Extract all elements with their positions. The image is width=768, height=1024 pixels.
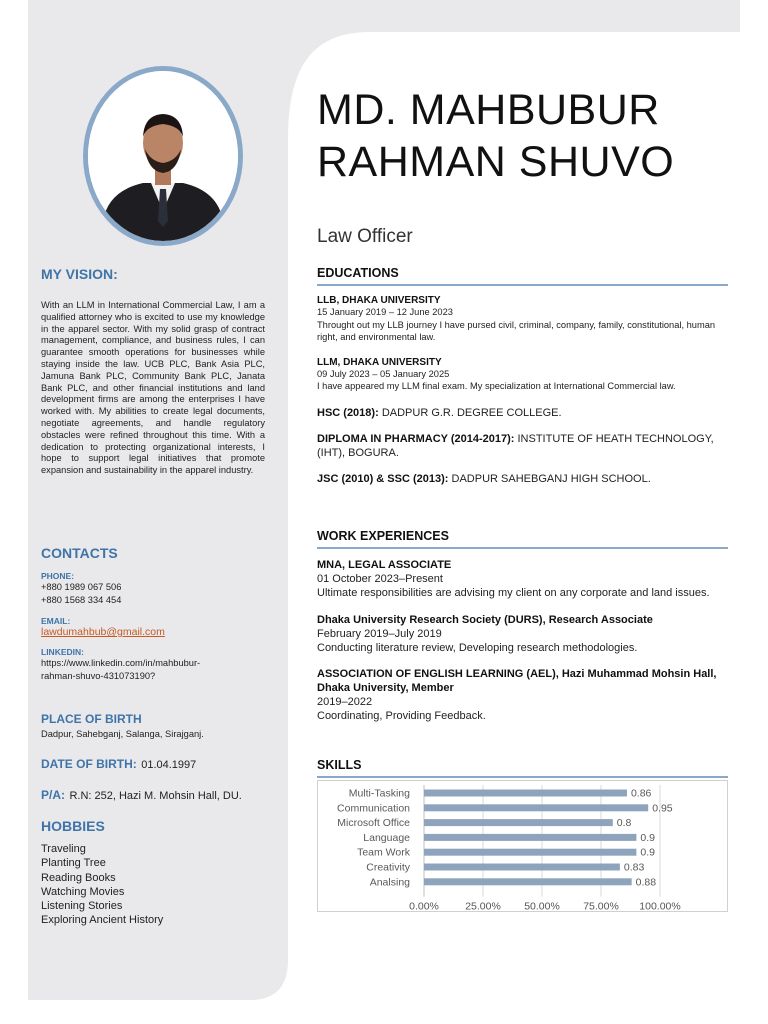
llm-desc: I have appeared my LLM final exam. My specialization at International Commercial law. [317, 381, 676, 391]
diploma-value: INSTITUTE OF HEATH TECHNOLOGY, (IHT), BOGURA. [317, 432, 714, 459]
work-title: WORK EXPERIENCES [317, 529, 728, 549]
skills-chart [318, 781, 727, 911]
education-jsc-ssc [317, 472, 728, 486]
work-item [317, 558, 728, 601]
birth-place-section [41, 712, 265, 741]
contacts-title: CONTACTS [41, 545, 118, 561]
vision-title: MY VISION: [41, 266, 118, 282]
diploma-label: DIPLOMA IN PHARMACY (2014-2017): [317, 432, 515, 445]
skills-section [317, 758, 728, 778]
work-date: 2019–2022 [317, 696, 373, 709]
category-label: Microsoft Office [337, 817, 410, 830]
jsc-value: DADPUR SAHEBGANJ HIGH SCHOOL. [451, 472, 651, 485]
skill-bar [424, 819, 613, 826]
value-label: 0.9 [640, 831, 656, 844]
skills-title: SKILLS [317, 758, 728, 778]
dob-row [41, 755, 265, 773]
name-line-1: MD. MAHBUBUR [317, 86, 660, 134]
x-tick-label: 100.00% [639, 900, 681, 911]
x-tick-label: 75.00% [583, 900, 619, 911]
work-head: MNA, LEGAL ASSOCIATE [317, 559, 452, 571]
hobby-item: Planting Tree [41, 857, 106, 870]
linkedin-label: LINKEDIN: [41, 647, 84, 657]
pa-value: R.N: 252, Hazi M. Mohsin Hall, DU. [69, 790, 242, 802]
education-llm [317, 357, 728, 393]
skill-bar [424, 834, 636, 841]
llb-date: 15 January 2019 – 12 June 2023 [317, 307, 453, 317]
value-label: 0.83 [623, 861, 645, 874]
birth-place-value: Dadpur, Sahebganj, Salanga, Sirajganj. [41, 729, 204, 739]
work-section [317, 529, 728, 724]
llb-desc: Throught out my LLB journey I have pursed civil, criminal, company, family, constitutional, human right, and environmental law. [317, 319, 716, 342]
educations-section [317, 266, 728, 486]
work-date: February 2019–July 2019 [317, 627, 442, 640]
x-tick-label: 50.00% [524, 900, 560, 911]
hobby-item: Exploring Ancient History [41, 914, 164, 927]
category-label: Analsing [369, 876, 410, 889]
x-tick-label: 25.00% [465, 900, 501, 911]
pa-row [41, 786, 265, 804]
category-label: Multi-Tasking [348, 787, 410, 800]
phone-label: PHONE: [41, 571, 75, 581]
skills-chart-box [317, 780, 728, 912]
birth-place-title: PLACE OF BIRTH [41, 712, 142, 726]
email-label: EMAIL: [41, 616, 71, 626]
phone-2: +880 1568 334 454 [41, 594, 122, 605]
candidate-name [317, 84, 674, 188]
llm-head: LLM, DHAKA UNIVERSITY [317, 356, 442, 368]
hobby-item: Listening Stories [41, 900, 123, 913]
jsc-label: JSC (2010) & SSC (2013): [317, 472, 449, 485]
education-llb [317, 295, 728, 344]
category-label: Communication [337, 802, 410, 815]
email-link[interactable]: lawdumahbub@gmail.com [41, 626, 165, 638]
x-tick-label: 0.00% [409, 900, 439, 911]
llm-date: 09 July 2023 – 05 January 2025 [317, 368, 450, 379]
work-desc: Ultimate responsibilities are advising my client on any corporate and land issues. [317, 587, 710, 600]
category-label: Language [363, 831, 410, 844]
hobbies-title: HOBBIES [41, 818, 105, 834]
work-item [317, 613, 728, 656]
hobby-item: Reading Books [41, 871, 116, 884]
dob-label: DATE OF BIRTH: [41, 757, 137, 771]
hobby-item: Watching Movies [41, 885, 125, 898]
contacts-section [41, 545, 265, 682]
dob-value: 01.04.1997 [141, 759, 197, 771]
hobbies-section [41, 818, 265, 928]
value-label: 0.9 [640, 846, 656, 859]
phone-1: +880 1989 067 506 [41, 582, 122, 592]
value-label: 0.88 [635, 876, 657, 889]
hsc-label: HSC (2018): [317, 406, 379, 419]
skill-bar [424, 878, 632, 885]
pa-label: P/A: [41, 788, 65, 802]
hobbies-list [41, 842, 265, 928]
category-label: Team Work [357, 846, 410, 859]
hobby-item: Traveling [41, 843, 86, 855]
category-label: Creativity [366, 861, 410, 874]
skill-bar [424, 804, 648, 811]
name-line-2: RAHMAN SHUVO [317, 138, 675, 186]
value-label: 0.8 [616, 817, 632, 830]
education-hsc [317, 406, 728, 420]
linkedin-url-2[interactable]: rahman-shuvo-431073190? [41, 670, 156, 681]
vision-text: With an LLM in International Commercial Law, I am a qualified attorney who is excited to use my knowledge in the apparel sector. With my solid grasp of contract management, compliance, and business rules, I can guarantee smooth operations for businesses while staying inside the law. UCB PLC, Bank Asia PLC, Jamuna Bank PLC, Community Bank PLC, Janata Bank PLC, and other financial institutions and land development firms are among the enterprises I have worked with. My abilities to create legal documents, negotiate agreements, and handle regulatory obstacles were refined throughout this time. With a dedication to protecting organizational interests, I hope to support legal initiatives that promote expansion and sustainability in the apparel industry. [41, 300, 265, 476]
value-label: 0.95 [652, 802, 673, 815]
educations-title: EDUCATIONS [317, 266, 728, 286]
skill-bar [424, 849, 636, 856]
work-head: ASSOCIATION OF ENGLISH LEARNING (AEL), Hazi Muhammad Mohsin Hall, Dhaka University, Member [317, 668, 717, 695]
vision-section [41, 266, 265, 477]
work-desc: Conducting literature review, Developing research methodologies. [317, 641, 638, 654]
job-title: Law Officer [317, 226, 413, 247]
llb-head: LLB, DHAKA UNIVERSITY [317, 295, 441, 306]
work-item [317, 667, 728, 724]
work-date: 01 October 2023–Present [317, 573, 443, 585]
work-desc: Coordinating, Providing Feedback. [317, 710, 486, 723]
work-head: Dhaka University Research Society (DURS), Research Associate [317, 613, 653, 626]
skill-bar [424, 864, 620, 871]
linkedin-url-1[interactable]: https://www.linkedin.com/in/mahbubur- [41, 658, 201, 668]
hsc-value: DADPUR G.R. DEGREE COLLEGE. [381, 406, 562, 419]
education-diploma [317, 432, 728, 460]
skill-bar [424, 790, 627, 797]
profile-photo [83, 66, 243, 246]
value-label: 0.86 [630, 787, 652, 800]
